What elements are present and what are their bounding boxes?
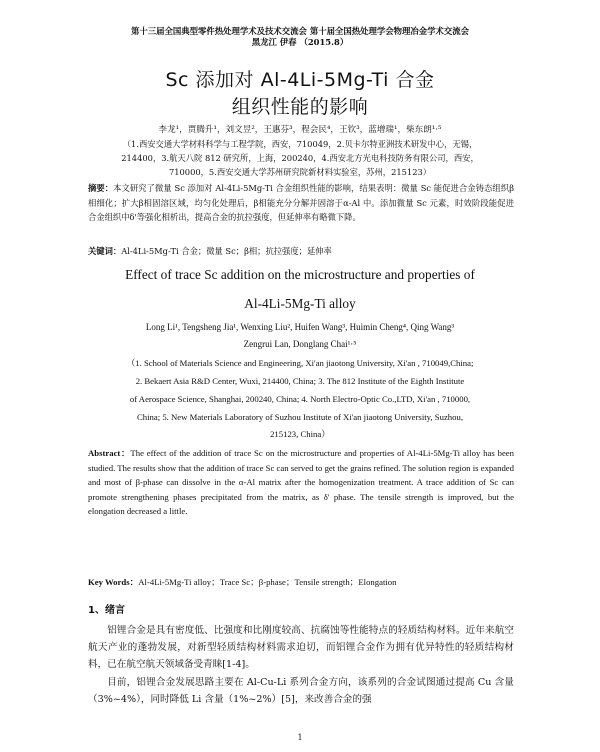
english-keywords-text: Al-4Li-5Mg-Ti alloy；Trace Sc；β-phase；Tensile strength；Elongation: [138, 577, 397, 587]
chinese-abstract-text: 本文研究了微量 Sc 添加对 Al-4Li-5Mg-Ti 合金组织性能的影响，结果表明：微量 Sc 能促进合金铸态组织β相细化；扩大β相固溶区域，均匀化处理后，β相能充分分解并固溶于α-Al 中。添加微量 Sc 元素，时效阶段能促进合金组织中δ'等强化相析出，提高合金的抗拉强度，但延伸率有略微下降。: [88, 183, 514, 223]
english-affiliation-line-2: 2. Bekaert Asia R&D Center, Wuxi, 214400, China; 3. The 812 Institute of the Eighth Institute: [135, 376, 465, 386]
english-affiliation-line-3: of Aerospace Science, Shanghai, 200240, China; 4. North Electro-Optic Co.,LTD, Xi'an , 710000,: [129, 394, 471, 404]
chinese-keywords: [88, 244, 514, 259]
english-keywords: [88, 575, 514, 590]
page-number: 1: [297, 733, 303, 742]
conference-line-2: 黑龙江 伊春 （2015.8）: [251, 37, 349, 47]
chinese-affiliation-line-1: （1.西安交通大学材料科学与工程学院，西安，710049，2.贝卡尔特亚洲技术研发中心，无锡，: [122, 139, 478, 149]
chinese-keywords-text: Al-4Li-5Mg-Ti 合金；微量 Sc；β相；抗拉强度；延伸率: [121, 246, 332, 256]
chinese-affiliation-line-3: 710000，5.西安交通大学苏州研究院新材料实验室，苏州，215123）: [168, 167, 432, 177]
chinese-title-line-1: Sc 添加对 Al-4Li-5Mg-Ti 合金: [165, 69, 435, 91]
conference-header: [60, 26, 540, 48]
english-title-line-2: Al-4Li-5Mg-Ti alloy: [244, 296, 356, 311]
english-title-line-1: Effect of trace Sc addition on the microstructure and properties of: [125, 267, 475, 282]
english-authors-line-2: Zengrui Lan, Donglang Chai¹·⁵: [243, 339, 357, 349]
chinese-abstract-label: 摘要：: [88, 183, 114, 193]
chinese-affiliation-line-2: 214400，3.航天八院 812 研究所，上海，200240，4.西安北方光电科技防务有限公司，西安，: [121, 153, 479, 163]
english-abstract-text: The effect of the addition of trace Sc on the microstructure and properties of Al-4Li-5Mg-Ti alloy has been studied. The results show that the addition of trace Sc can served to get the grains refined. The solution region is expanded and most of β-phase can dissolve in the α-Al matrix after the homogenization treatment. A trace addition of Sc can promote strengthening phases precipitated from the matrix, as δ' phase. The tensile strength is improved, but the elongation decreased a little.: [88, 448, 515, 517]
section-heading-introduction: 1、绪言: [88, 605, 125, 616]
english-affiliation-line-5: 215123, China）: [270, 429, 330, 439]
conference-line-1: 第十三届全国典型零件热处理学术及技术交流会 第十届全国热处理学会物理冶金学术交流会: [131, 26, 469, 36]
english-affiliation-line-4: China; 5. New Materials Laboratory of Suzhou Institute of Xi'an jiaotong University, Suzhou,: [137, 412, 463, 422]
chinese-keywords-label: 关键词：: [88, 246, 122, 256]
intro-paragraph-1: 铝锂合金是具有密度低、比强度和比刚度较高、抗腐蚀等性能特点的轻质结构材料。近年来航空航天产业的蓬勃发展，对新型轻质结构材料需求迫切，而铝锂合金作为拥有优异特性的轻质结构材料，已在航空航天领域备受青睐[1-4]。: [88, 625, 514, 670]
english-affiliation-line-1: （1. School of Materials Science and Engineering, Xi'an jiaotong University, Xi'an , 710049,China;: [126, 358, 474, 368]
english-abstract-label: Abstract：: [88, 448, 131, 458]
intro-paragraph-2: 目前，铝锂合金发展思路主要在 Al-Cu-Li 系列合金方向，该系列的合金试图通过提高 Cu 含量（3%~4%），同时降低 Li 含量（1%~2%）[5]，来改善合金的强: [88, 677, 514, 705]
chinese-title-line-2: 组织性能的影响: [231, 96, 369, 118]
chinese-abstract: [88, 181, 514, 225]
english-abstract: [88, 446, 514, 519]
chinese-authors: 李龙¹，贾腾升¹，刘文昱²，王惠芬³，程会民⁴，王钦³，蓝增瑞¹，柴东朗¹·⁵: [158, 125, 442, 135]
english-keywords-label: Key Words：: [88, 577, 139, 587]
english-authors-line-1: Long Li¹, Tengsheng Jia¹, Wenxing Liu², Huifen Wang³, Huimin Cheng⁴, Qing Wang³: [145, 322, 455, 332]
